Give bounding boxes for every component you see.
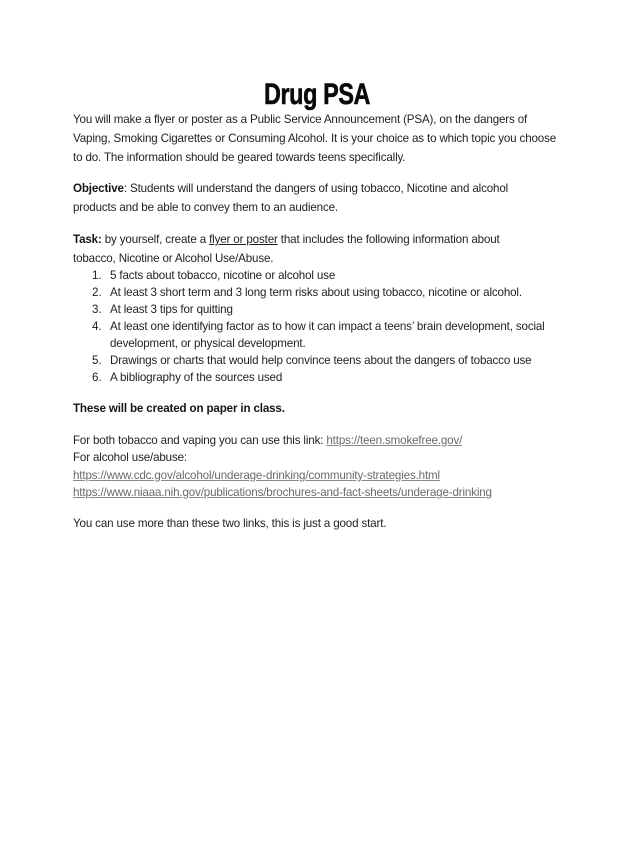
niaaa-link[interactable]: https://www.niaaa.nih.gov/publications/brochures-and-fact-sheets/underage-drinking: [73, 486, 492, 499]
list-number: 1.: [92, 269, 102, 282]
closing-text: You can use more than these two links, this is just a good start.: [73, 517, 387, 530]
list-number: 6.: [92, 371, 102, 384]
task-line-2: tobacco, Nicotine or Alcohol Use/Abuse.: [73, 252, 274, 265]
task-text-post: that includes the following information about: [277, 233, 500, 246]
list-text: At least 3 tips for quitting: [110, 303, 233, 316]
list-number: 3.: [92, 303, 102, 316]
task-line-1: [73, 230, 500, 249]
tobacco-vaping-text: For both tobacco and vaping you can use this link:: [73, 434, 327, 447]
task-text-pre: by yourself, create a: [101, 233, 210, 246]
objective-line-1: [73, 179, 508, 198]
list-text: At least 3 short term and 3 long term risks about using tobacco, nicotine or alcohol.: [110, 286, 522, 299]
smokefree-link[interactable]: https://teen.smokefree.gov/: [326, 434, 463, 447]
cdc-link[interactable]: https://www.cdc.gov/alcohol/underage-drinking/community-strategies.html: [73, 469, 440, 482]
class-note: These will be created on paper in class.: [73, 402, 285, 415]
intro-line-3: to do. The information should be geared towards teens specifically.: [73, 151, 406, 164]
title-text: Drug PSA: [264, 78, 371, 111]
list-number: 5.: [92, 354, 102, 367]
objective-line-2: products and be able to convey them to an audience.: [73, 201, 338, 214]
list-text: At least one identifying factor as to how it can impact a teens’ brain development, social: [110, 320, 545, 333]
list-text: 5 facts about tobacco, nicotine or alcohol use: [110, 269, 336, 282]
list-number: 2.: [92, 286, 102, 299]
list-text: Drawings or charts that would help convince teens about the dangers of tobacco use: [110, 354, 532, 367]
task-label: Task:: [73, 233, 102, 246]
alcohol-resource-label: For alcohol use/abuse:: [73, 451, 187, 464]
list-number: 4.: [92, 320, 102, 333]
list-text-continued: development, or physical development.: [110, 337, 306, 350]
objective-label: Objective: [73, 182, 124, 195]
page-title: [0, 78, 635, 112]
list-text: A bibliography of the sources used: [110, 371, 283, 384]
intro-line-2: Vaping, Smoking Cigarettes or Consuming Alcohol. It is your choice as to which topic you choose: [73, 132, 557, 145]
objective-text: : Students will understand the dangers of using tobacco, Nicotine and alcohol: [123, 182, 509, 195]
intro-line-1: You will make a flyer or poster as a Public Service Announcement (PSA), on the dangers of: [73, 113, 528, 126]
task-underlined-text: flyer or poster: [209, 233, 278, 246]
